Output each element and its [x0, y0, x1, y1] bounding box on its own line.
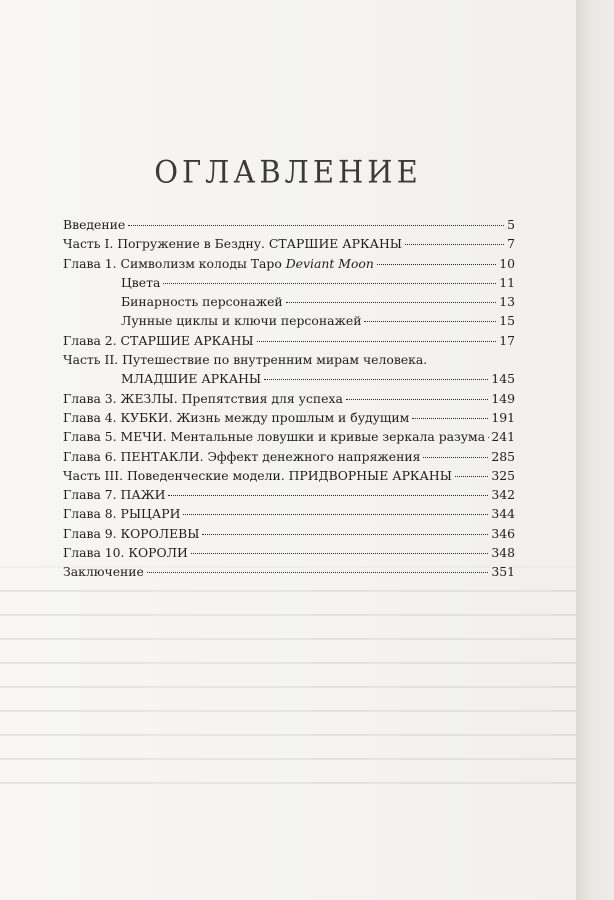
dot-leader — [147, 571, 488, 573]
toc-entry-title: Лунные циклы и ключи персонажей — [121, 313, 362, 329]
toc-page-number: 351 — [491, 564, 515, 580]
toc-page-number: 5 — [507, 217, 515, 232]
toc-entry-title: Глава 9. КОРОЛЕВЫ — [63, 525, 200, 541]
page-title: ОГЛАВЛЕНИЕ — [154, 154, 422, 190]
toc-entry — [63, 562, 515, 581]
toc-page-number: 13 — [499, 294, 515, 310]
toc-page-number: 10 — [499, 255, 515, 271]
toc-page-number: 325 — [491, 467, 515, 483]
toc-entry-title-text: Глава 1. Символизм колоды Таро — [63, 255, 286, 271]
toc-entry-title: Часть I. Погружение в Бездну. СТАРШИЕ АРКАНЫ — [63, 236, 402, 252]
toc-entry-title: Глава 5. МЕЧИ. Ментальные ловушки и кривые зеркала разума — [63, 429, 486, 445]
dot-leader — [191, 552, 489, 554]
toc-page-number: 17 — [499, 332, 515, 348]
toc-page-number: 344 — [491, 506, 515, 522]
toc-entry — [63, 311, 515, 330]
toc-entry — [63, 254, 515, 273]
toc-page-number: 342 — [491, 487, 515, 503]
toc-entry — [63, 234, 515, 253]
toc-entry-title: Глава 8. РЫЦАРИ — [63, 506, 181, 522]
toc-entry-title-italic: Deviant Moon — [285, 255, 374, 271]
toc-entry — [63, 273, 515, 292]
toc-entry — [63, 524, 515, 543]
toc-entry — [63, 350, 515, 369]
toc-entry-title: Бинарность персонажей — [121, 294, 283, 310]
toc-entry-title: Глава 4. КУБКИ. Жизнь между прошлым и будущим — [63, 409, 410, 425]
toc-entry — [63, 485, 515, 504]
dot-leader — [286, 301, 497, 303]
toc-entry — [63, 466, 515, 485]
toc-entry — [63, 427, 515, 446]
dot-leader — [377, 263, 496, 265]
dot-leader — [346, 398, 488, 400]
dot-leader — [202, 533, 488, 535]
toc-entry — [63, 389, 515, 408]
dot-leader — [405, 243, 504, 245]
toc-entry-title: Введение — [63, 217, 126, 232]
dot-leader — [423, 456, 488, 458]
toc-page-number: 7 — [507, 236, 515, 252]
dot-leader — [183, 513, 488, 515]
dot-leader — [168, 494, 488, 496]
dot-leader — [163, 282, 496, 284]
dot-leader — [455, 475, 488, 477]
toc-entry — [63, 215, 515, 234]
toc-page-number: 348 — [491, 545, 515, 561]
toc-entry-title: Глава 7. ПАЖИ — [63, 487, 166, 503]
toc-entry-title: Цвета — [121, 274, 161, 290]
toc-page-number: 241 — [491, 429, 515, 445]
toc-entry-title — [63, 254, 374, 273]
dot-leader — [128, 224, 504, 226]
toc-page-number: 191 — [491, 409, 515, 425]
toc-entry — [63, 292, 515, 311]
toc-entry-title: Глава 10. КОРОЛИ — [63, 545, 188, 561]
toc-entry — [63, 369, 515, 388]
page-edge — [576, 0, 614, 900]
toc-page-number: 11 — [499, 274, 515, 290]
dot-leader — [257, 340, 497, 342]
toc-page-number: 149 — [491, 390, 515, 406]
toc-entry-title: Глава 2. СТАРШИЕ АРКАНЫ — [63, 332, 254, 348]
toc-page-number: 285 — [491, 448, 515, 464]
dot-leader — [412, 417, 488, 419]
dot-leader — [364, 320, 496, 322]
toc-entry — [63, 543, 515, 562]
toc-entry-title: Часть II. Путешествие по внутренним мирам человека. — [63, 352, 428, 368]
toc-page-number: 15 — [499, 313, 515, 329]
toc-entry — [63, 504, 515, 523]
toc-entry-title: Глава 6. ПЕНТАКЛИ. Эффект денежного напряжения — [63, 448, 421, 464]
toc-entry-title: Часть III. Поведенческие модели. ПРИДВОРНЫЕ АРКАНЫ — [63, 467, 452, 483]
table-of-contents — [63, 215, 515, 582]
toc-entry — [63, 408, 515, 427]
toc-entry — [63, 331, 515, 350]
toc-page-number: 346 — [491, 525, 515, 541]
toc-entry-title: Глава 3. ЖЕЗЛЫ. Препятствия для успеха — [63, 390, 343, 406]
toc-entry-title: Заключение — [63, 564, 144, 580]
toc-entry-title: МЛАДШИЕ АРКАНЫ — [121, 371, 262, 387]
toc-page-number: 145 — [491, 371, 515, 387]
toc-entry — [63, 447, 515, 466]
dot-leader — [264, 378, 488, 380]
